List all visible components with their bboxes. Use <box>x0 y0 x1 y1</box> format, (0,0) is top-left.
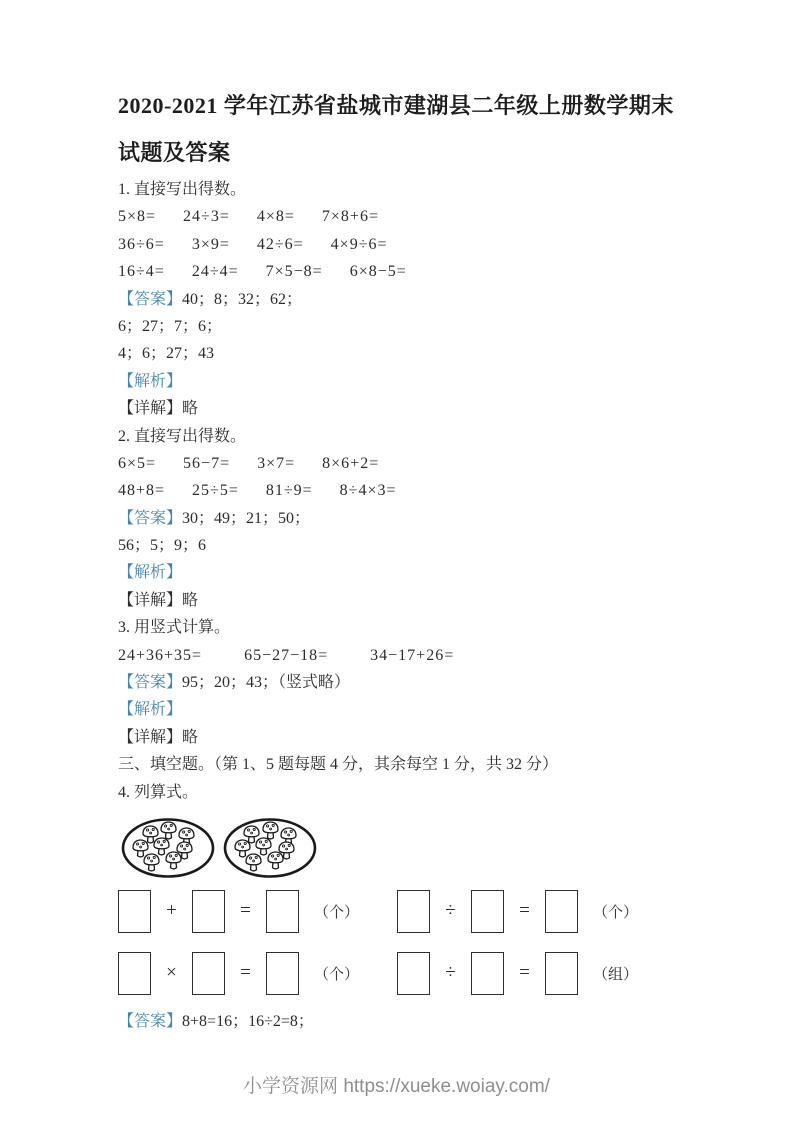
detail-label: 【详解】 <box>118 728 183 746</box>
answer-text: 4；6；27；43 <box>118 345 215 363</box>
answer-box <box>266 890 299 933</box>
answer-box <box>545 952 578 995</box>
mushroom-plates-figure <box>120 814 320 880</box>
fill-equation-row-1 <box>118 890 693 933</box>
equation: 24÷3= <box>183 208 230 226</box>
equation: 6×5= <box>118 454 157 472</box>
equation: 25÷5= <box>192 482 239 500</box>
equals-operator: = <box>240 900 251 922</box>
answer-box <box>118 952 151 995</box>
q1-analysis-line <box>118 368 693 395</box>
plus-operator: + <box>166 900 177 922</box>
q2-equation-row <box>118 477 693 504</box>
equation: 48+8= <box>118 482 166 500</box>
equals-operator: = <box>519 900 530 922</box>
answer-box <box>192 952 225 995</box>
q1-answer-line <box>118 313 693 340</box>
detail-label: 【详解】 <box>118 400 183 418</box>
equation: 24÷4= <box>191 263 239 281</box>
detail-label: 【详解】 <box>118 591 183 609</box>
equation: 4×8= <box>256 208 295 226</box>
equation: 36÷6= <box>118 235 165 253</box>
fill-equation-row-2 <box>118 952 693 995</box>
equals-operator: = <box>240 962 251 984</box>
q1-answer-line <box>118 340 693 367</box>
unit-label: （个） <box>593 904 639 921</box>
answer-text: 6；27；7；6； <box>118 317 223 335</box>
answer-box <box>266 952 299 995</box>
equation: 4×9÷6= <box>330 235 388 253</box>
equation: 8÷4×3= <box>339 482 397 500</box>
q1-detail-line <box>118 395 693 422</box>
unit-label: （个） <box>314 904 360 921</box>
answer-text: 56；5；9；6 <box>118 537 207 555</box>
equation: 3×9= <box>191 235 230 253</box>
section3-heading: 三、填空题。（第 1、5 题每题 4 分，其余每空 1 分，共 32 分） <box>118 756 559 774</box>
q1-equation-row <box>118 258 693 285</box>
q3-equation-row <box>118 642 693 669</box>
q3-answer-line <box>118 669 693 696</box>
answer-label: 【答案】 <box>118 674 183 692</box>
equation: 42÷6= <box>256 235 304 253</box>
fill-equation-divide-2 <box>397 952 638 995</box>
answer-text: 40；8；32；62； <box>182 290 303 308</box>
answer-box <box>545 890 578 933</box>
equation: 7×8+6= <box>321 208 379 226</box>
equation: 6×8−5= <box>349 263 407 281</box>
answer-box <box>397 952 430 995</box>
answer-text: 8+8=16；16÷2=8； <box>182 1012 314 1030</box>
q2-answer-line <box>118 505 693 532</box>
q1-equation-row <box>118 203 693 230</box>
q4-heading: 4. 列算式。 <box>118 783 199 801</box>
fill-equation-multiply <box>118 952 359 995</box>
q2-analysis-line <box>118 559 693 586</box>
q2-heading: 2. 直接写出得数。 <box>118 427 247 445</box>
fill-equation-divide <box>397 890 638 933</box>
answer-box <box>471 952 504 995</box>
equation: 16÷4= <box>118 263 165 281</box>
equation: 24+36+35= <box>118 646 203 664</box>
equation: 3×7= <box>257 454 296 472</box>
times-operator: × <box>166 962 177 984</box>
q1-heading: 1. 直接写出得数。 <box>118 181 247 198</box>
analysis-label: 【解析】 <box>118 564 183 582</box>
answer-label: 【答案】 <box>118 290 183 308</box>
q2-detail-line <box>118 587 693 614</box>
mushroom-plate-2 <box>225 819 315 876</box>
q2-answer-line <box>118 532 693 559</box>
equation: 34−17+26= <box>370 646 455 664</box>
answer-label: 【答案】 <box>118 1012 183 1030</box>
analysis-label: 【解析】 <box>118 701 183 719</box>
document-title: 2020-2021 学年江苏省盐城市建湖县二年级上册数学期末试题及答案 <box>118 93 674 165</box>
detail-text: 略 <box>182 591 199 609</box>
unit-label: （个） <box>314 966 360 983</box>
q3-detail-line <box>118 724 693 751</box>
q3-analysis-line <box>118 696 693 723</box>
detail-text: 略 <box>182 400 199 418</box>
answer-text: 30；49；21；50； <box>182 509 311 527</box>
answer-box <box>471 890 504 933</box>
equation: 8×6+2= <box>322 454 380 472</box>
equation: 65−27−18= <box>244 646 329 664</box>
q1-equation-row <box>118 231 693 258</box>
q4-answer-line <box>118 1008 693 1035</box>
equation: 56−7= <box>183 454 231 472</box>
unit-label: （组） <box>593 966 639 983</box>
answer-label: 【答案】 <box>118 509 183 527</box>
equation: 81÷9= <box>265 482 313 500</box>
footer-watermark: 小学资源网 https://xueke.woiay.com/ <box>243 1076 550 1097</box>
q1-answer-line <box>118 286 693 313</box>
answer-text: 95；20；43；（竖式略） <box>182 674 351 692</box>
equals-operator: = <box>519 962 530 984</box>
fill-equation-add <box>118 890 359 933</box>
mushroom-plate-1 <box>123 819 213 876</box>
q3-heading: 3. 用竖式计算。 <box>118 619 231 637</box>
answer-box <box>118 890 151 933</box>
equation: 7×5−8= <box>265 263 323 281</box>
detail-text: 略 <box>182 728 199 746</box>
divide-operator: ÷ <box>445 900 456 922</box>
answer-box <box>397 890 430 933</box>
analysis-label: 【解析】 <box>118 372 183 390</box>
answer-box <box>192 890 225 933</box>
equation: 5×8= <box>118 208 157 226</box>
q2-equation-row <box>118 450 693 477</box>
divide-operator: ÷ <box>445 962 456 984</box>
